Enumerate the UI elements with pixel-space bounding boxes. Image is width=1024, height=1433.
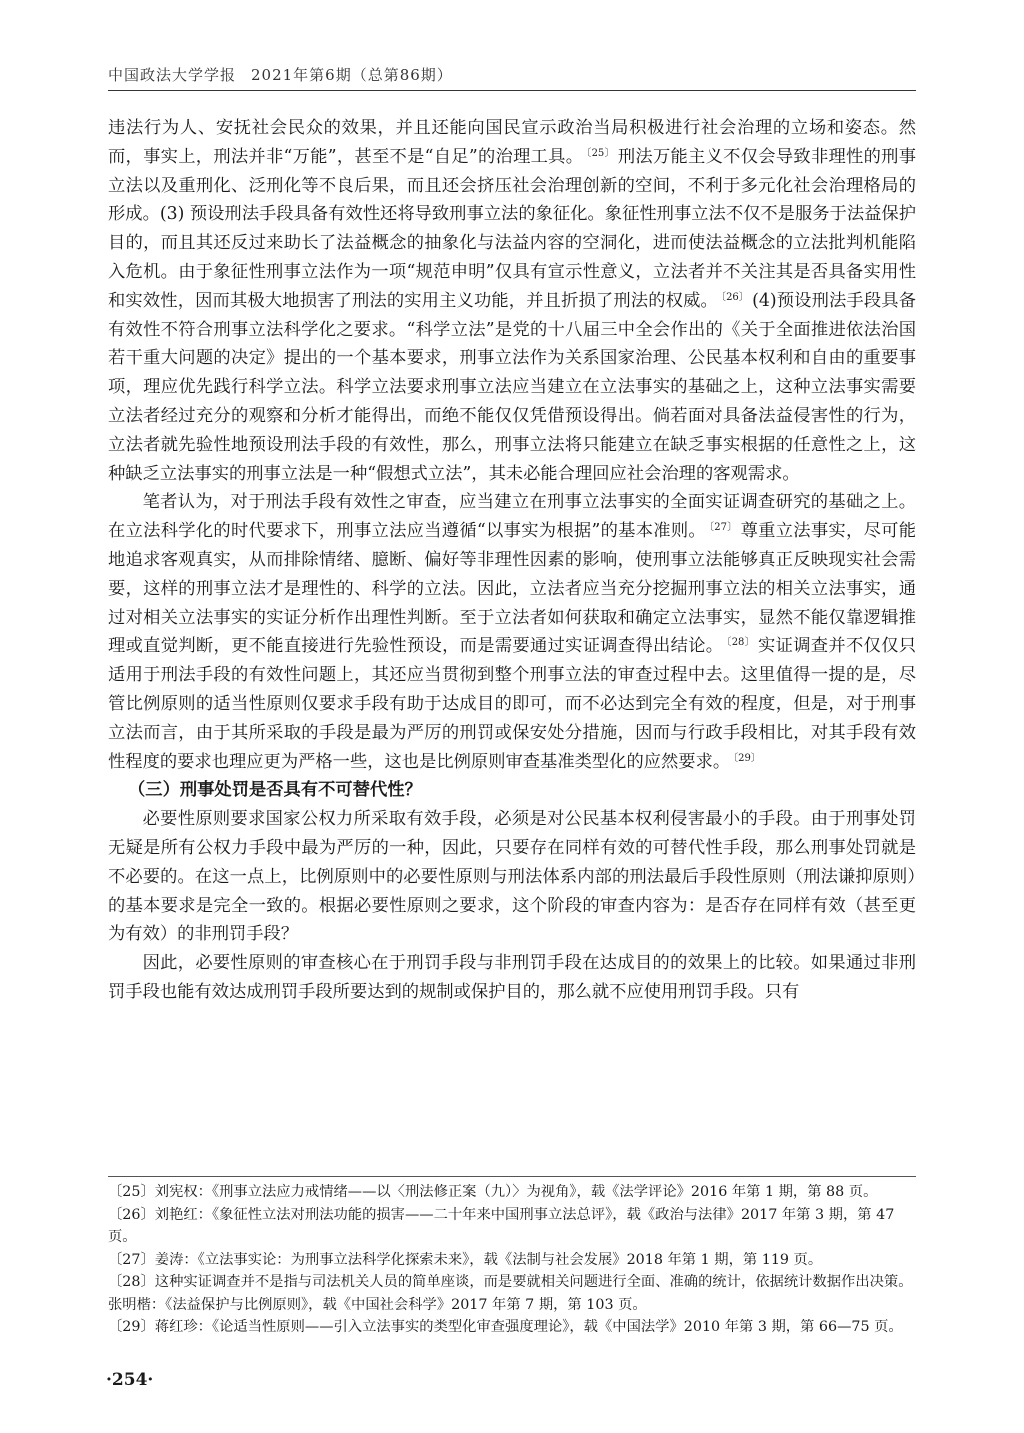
paragraph-1-part-b: 刑法万能主义不仅会导致非理性的刑事立法以及重刑化、泛刑化等不良后果，而且还会挤压社会治理创新的空间，不利于多元化社会治理格局的形成。(3) 预设刑法手段具备有效性还将导致刑事立法的象征化。象征性刑事立法不仅不是服务于法益保护目的，而且其还反过来助长了法益概念的抽象化与法益内容的空洞化，进而使法益概念的立法批判机能陷入危机。由于象征性刑事立法作为一项“规范申明”仅具有宣示性意义，立法者并不关注其是否具备实用性和实效性，因而其极大地损害了刑法的实用主义功能，并且折损了刑法的权威。 bbox=[108, 146, 916, 311]
footnote-ref-25[interactable]: 〔25〕 bbox=[586, 147, 615, 159]
paragraph-2-part-c: 实证调查并不仅仅只适用于刑法手段的有效性问题上，其还应当贯彻到整个刑事立法的审查过程中去。这里值得一提的是，尽管比例原则的适当性原则仅要求手段有助于达成目的即可，而不必达到完全有效的程度，但是，对于刑事立法而言，由于其所采取的手段是最为严厉的刑罚或保安处分措施，因而与行政手段相比，对其手段有效性程度的要求也理应更为严格一些，这也是比例原则审查基准类型化的应然要求。 bbox=[108, 636, 916, 772]
running-header bbox=[108, 56, 916, 91]
section-heading: （三）刑事处罚是否具有不可替代性？ bbox=[128, 780, 422, 801]
footnotes bbox=[108, 1176, 916, 1339]
footnote-25: 〔25〕刘宪权：《刑事立法应力戒情绪——以〈刑法修正案（九）〉为视角》，载《法学评论》2016 年第 1 期，第 88 页。 bbox=[108, 1184, 878, 1200]
footnote-ref-29[interactable]: 〔29〕 bbox=[733, 752, 761, 764]
footnote-ref-26[interactable]: 〔26〕 bbox=[720, 291, 750, 303]
journal-name: 中国政法大学学报 bbox=[108, 66, 237, 84]
footnote-ref-28[interactable]: 〔28〕 bbox=[726, 637, 756, 649]
paragraph-1 bbox=[108, 114, 916, 488]
footnote-27: 〔27〕姜涛：《立法事实论：为刑事立法科学化探索未来》，载《法制与社会发展》2018 年第 1 期，第 119 页。 bbox=[108, 1251, 823, 1268]
footnote-ref-27[interactable]: 〔27〕 bbox=[709, 522, 738, 534]
paragraph-1-part-a: 违法行为人、安抚社会民众的效果，并且还能向国民宣示政治当局积极进行社会治理的立场和姿态。然而，事实上，刑法并非“万能”，甚至不是“自足”的治理工具。 bbox=[108, 118, 916, 167]
paragraph-3: 必要性原则要求国家公权力所采取有效手段，必须是对公民基本权利侵害最小的手段。由于刑事处罚无疑是所有公权力手段中最为严厉的一种，因此，只要存在同样有效的可替代性手段，那么刑事处罚就是不必要的。在这一点上，比例原则中的必要性原则与刑法体系内部的刑法最后手段性原则（刑法谦抑原则）的基本要求是完全一致的。根据必要性原则之要求，这个阶段的审查内容为：是否存在同样有效（甚至更为有效）的非刑罚手段？ bbox=[108, 809, 916, 945]
paragraph-1-part-c: (4)预设刑法手段具备有效性不符合刑事立法科学化之要求。“科学立法”是党的十八届三中全会作出的《关于全面推进依法治国若干重大问题的决定》提出的一个基本要求，刑事立法作为关系国家治理、公民基本权利和自由的重要事项，理应优先践行科学立法。科学立法要求刑事立法应当建立在立法事实的基础之上，这种立法事实需要立法者经过充分的观察和分析才能得出，而绝不能仅仅凭借预设得出。倘若面对具备法益侵害性的行为，立法者就先验性地预设刑法手段的有效性，那么，刑事立法将只能建立在缺乏事实根据的任意性之上，这种缺乏立法事实的刑事立法是一种“假想式立法”，其未必能合理回应社会治理的客观需求。 bbox=[108, 290, 916, 484]
footnote-28: 〔28〕这种实证调查并不是指与司法机关人员的简单座谈，而是要就相关问题进行全面、准确的统计，依据统计数据作出决策。张明楷：《法益保护与比例原则》，载《中国社会科学》2017 年第 7 期，第 103 页。 bbox=[108, 1274, 913, 1313]
paragraph-2-part-b: 尊重立法事实，尽可能地追求客观真实，从而排除情绪、臆断、偏好等非理性因素的影响，使刑事立法能够真正反映现实社会需要，这样的刑事立法才是理性的、科学的立法。因此，立法者应当充分挖掘刑事立法的相关立法事实，通过对相关立法事实的实证分析作出理性判断。至于立法者如何获取和确定立法事实，显然不能仅靠逻辑推理或直觉判断，更不能直接进行先验性预设，而是需要通过实证调查得出结论。 bbox=[108, 521, 916, 657]
main-text bbox=[108, 114, 916, 1007]
footnote-26: 〔26〕刘艳红：《象征性立法对刑法功能的损害——二十年来中国刑事立法总评》，载《政治与法律》2017 年第 3 期，第 47 页。 bbox=[108, 1206, 895, 1245]
paragraph-2-part-a: 笔者认为，对于刑法手段有效性之审查，应当建立在刑事立法事实的全面实证调查研究的基础之上。在立法科学化的时代要求下，刑事立法应当遵循“以事实为根据”的基本准则。 bbox=[108, 492, 916, 542]
paragraph-4: 因此，必要性原则的审查核心在于刑罚手段与非刑罚手段在达成目的的效果上的比较。如果通过非刑罚手段也能有效达成刑罚手段所要达到的规制或保护目的，那么就不应使用刑罚手段。只有 bbox=[108, 953, 916, 1002]
paragraph-2 bbox=[108, 488, 916, 776]
footnote-29: 〔29〕蒋红珍：《论适当性原则——引入立法事实的类型化审查强度理论》，载《中国法学》2010 年第 3 期，第 66—75 页。 bbox=[108, 1319, 903, 1335]
issue-info: 2021年第6期（总第86期） bbox=[251, 66, 453, 84]
page-number: ·254· bbox=[106, 1370, 154, 1390]
